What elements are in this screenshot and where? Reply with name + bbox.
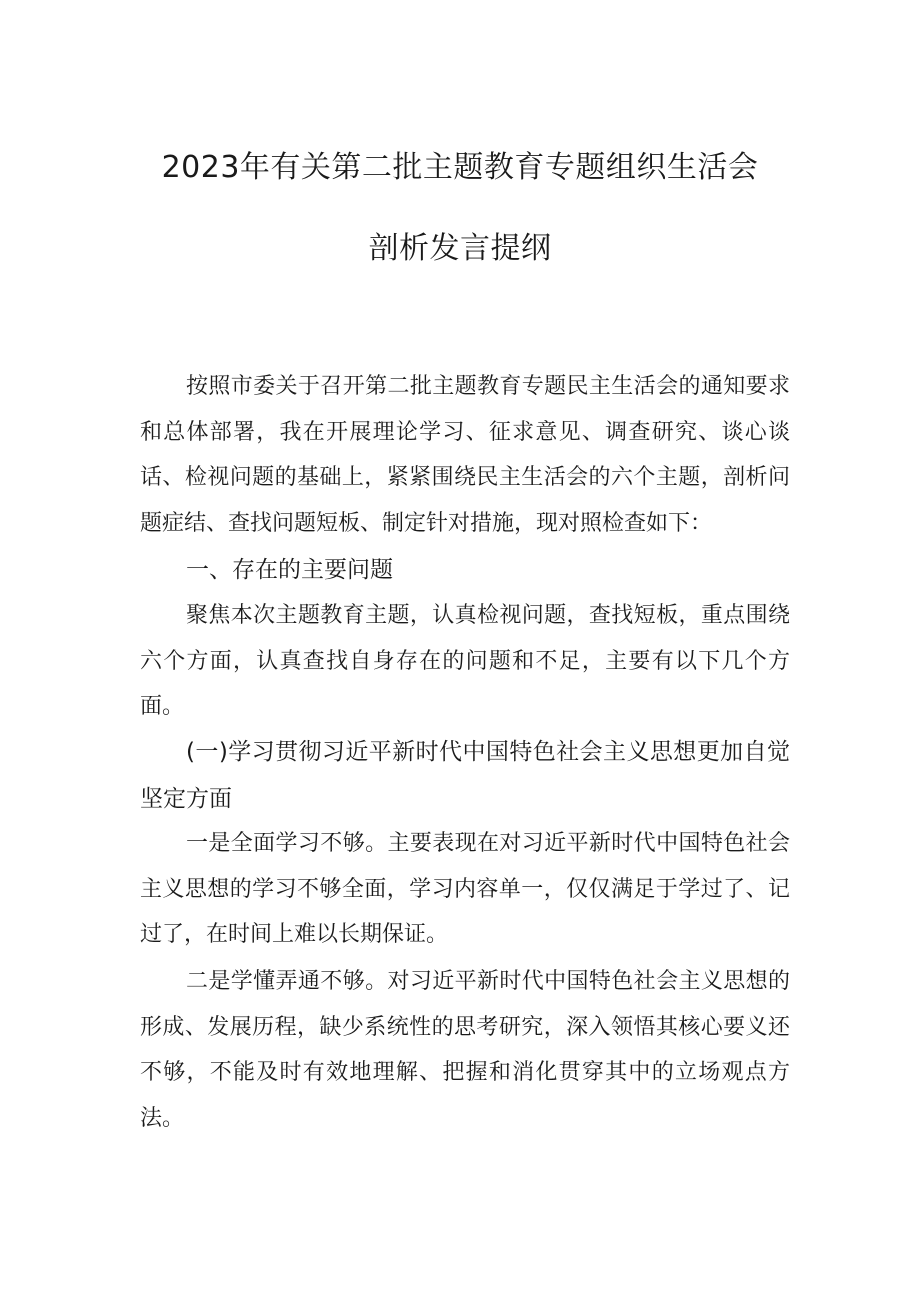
point-1-paragraph: 一是全面学习不够。主要表现在对习近平新时代中国特色社会主义思想的学习不够全面，学习内容单一，仅仅满足于学过了、记过了，在时间上难以长期保证。 bbox=[140, 831, 790, 948]
subsection-heading-1: (一)学习贯彻习近平新时代中国特色社会主义思想更加自觉坚定方面 bbox=[140, 739, 790, 812]
document-title-line-1: 2023年有关第二批主题教育专题组织生活会 bbox=[161, 150, 759, 185]
section-1-intro-paragraph: 聚焦本次主题教育主题，认真检视问题，查找短板，重点围绕六个方面，认真查找自身存在的问题和不足，主要有以下几个方面。 bbox=[140, 603, 790, 720]
intro-paragraph: 按照市委关于召开第二批主题教育专题民主生活会的通知要求和总体部署，我在开展理论学习、征求意见、调查研究、谈心谈话、检视问题的基础上，紧紧围绕民主生活会的六个主题，剖析问题症结、查找问题短板、制定针对措施，现对照检查如下： bbox=[140, 374, 790, 536]
section-heading-1: 一、存在的主要问题 bbox=[186, 557, 393, 583]
point-2-paragraph: 二是学懂弄通不够。对习近平新时代中国特色社会主义思想的形成、发展历程，缺少系统性的思考研究，深入领悟其核心要义还不够，不能及时有效地理解、把握和消化贯穿其中的立场观点方法。 bbox=[140, 969, 790, 1131]
document-title-line-2: 剖析发言提纲 bbox=[368, 231, 552, 266]
